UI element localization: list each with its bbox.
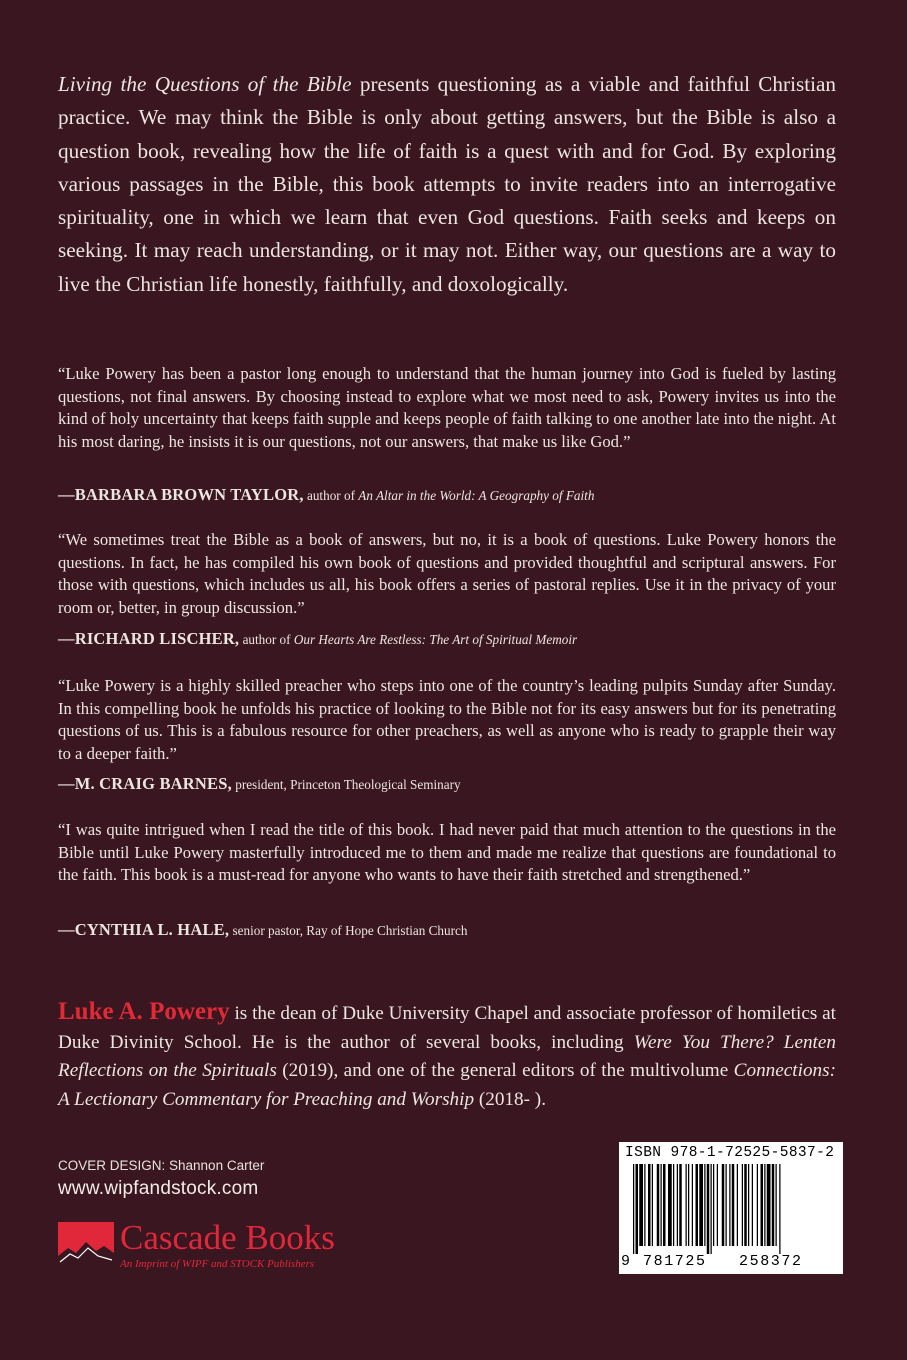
endorser-name: —CYNTHIA L. HALE,: [58, 920, 230, 939]
barcode-bar: [652, 1164, 653, 1246]
barcode-bar: [717, 1164, 718, 1246]
endorser-book-title: Our Hearts Are Restless: The Art of Spiritual Memoir: [293, 632, 578, 647]
publisher-name: Cascade Books: [120, 1218, 335, 1257]
barcode-bar: [699, 1164, 703, 1246]
barcode-bar: [661, 1164, 662, 1246]
barcode-bar: [713, 1164, 714, 1246]
endorser-book-title: An Altar in the World: A Geography of Faith: [358, 488, 595, 503]
isbn-label: ISBN 978-1-72525-5837-2: [625, 1145, 835, 1161]
barcode-bar: [636, 1164, 639, 1254]
barcode-bar: [776, 1164, 777, 1246]
barcode-digit-first: 9: [621, 1253, 631, 1270]
barcode-bar: [748, 1164, 749, 1246]
cover-design-credit: COVER DESIGN: Shannon Carter: [58, 1158, 265, 1173]
endorsement-attribution: [58, 485, 848, 506]
endorsement-attribution: [58, 629, 848, 650]
barcode-icon: [633, 1164, 829, 1254]
barcode-bar: [779, 1164, 780, 1254]
barcode-bar: [761, 1164, 764, 1246]
endorser-role: president, Princeton Theological Seminary: [231, 777, 461, 792]
barcode-bar: [633, 1164, 634, 1254]
endorser-name: —BARBARA BROWN TAYLOR,: [58, 485, 304, 504]
barcode-bar: [752, 1164, 753, 1246]
barcode-bar: [772, 1164, 775, 1246]
cascade-mountain-icon: [58, 1222, 114, 1266]
barcode-digits-right: 258372: [739, 1253, 803, 1270]
barcode-bar: [707, 1164, 710, 1254]
endorser-role: author of: [239, 632, 294, 647]
isbn-barcode-box: [619, 1142, 843, 1274]
endorsement-attribution: [58, 920, 848, 941]
barcode-bar: [679, 1164, 682, 1246]
barcode-bar: [742, 1164, 743, 1246]
barcode-bar: [644, 1164, 645, 1246]
barcode-bar: [639, 1164, 643, 1246]
book-title: Were You There? Lenten Reflections on the Spirituals: [58, 1031, 836, 1081]
publisher-website: www.wipfandstock.com: [58, 1178, 259, 1199]
barcode-bar: [729, 1164, 730, 1246]
endorser-name: —RICHARD LISCHER,: [58, 629, 240, 648]
barcode-bar: [764, 1164, 765, 1246]
barcode-bar: [704, 1164, 705, 1246]
barcode-bar: [688, 1164, 689, 1246]
barcode-bar: [673, 1164, 674, 1246]
barcode-bar: [744, 1164, 747, 1246]
barcode-bar: [767, 1164, 771, 1246]
endorser-role: author of: [303, 488, 359, 503]
barcode-bar: [732, 1164, 735, 1246]
endorsement-quote: “Luke Powery is a highly skilled preacher who steps into one of the country’s leading pulpits Sunday after Sunday. In this compelling book he unfolds his practice of looking to the Bible not for its easy answers but for its penetrating questions of us. This is a fabulous resource for other preachers, as well as anyone who is ready to grapple their way to a deeper faith.”: [58, 676, 836, 763]
author-name: Luke A. Powery: [58, 998, 230, 1025]
book-title: Connections: A Lectionary Commentary for Preaching and Worship: [58, 1060, 836, 1110]
endorser-name: —M. CRAIG BARNES,: [58, 774, 232, 793]
publisher-tagline: An Imprint of WIPF and STOCK Publishers: [120, 1258, 315, 1270]
barcode-bar: [722, 1164, 725, 1246]
endorsement-quote: “We sometimes treat the Bible as a book of answers, but no, it is a book of questions. Luke Powery honors the questions. In fact, he has compiled his own book of questions and provided thoughtful and scriptural answers. For those with questions, which includes us all, his book offers a series of pastoral replies. Use it in the privacy of your room or, better, in group discussion.”: [58, 530, 836, 617]
endorser-role: senior pastor, Ray of Hope Christian Church: [229, 923, 468, 938]
barcode-bar: [686, 1164, 687, 1246]
barcode-bar: [757, 1164, 758, 1246]
barcode-bar: [677, 1164, 678, 1246]
book-title: Living the Questions of the Bible: [58, 72, 352, 96]
endorsement-quote: “I was quite intrigued when I read the title of this book. I had never paid that much attention to the questions in the Bible until Luke Powery masterfully introduced me to them and made me realize that questions are foundational to the faith. This book is a must-read for anyone who wants to have their faith stretched and strengthened.”: [58, 820, 836, 885]
barcode-bar: [657, 1164, 660, 1246]
barcode-bar: [711, 1164, 712, 1254]
endorsement-quote: “Luke Powery has been a pastor long enough to understand that the human journey into God is fueled by lasting questions, not final answers. By choosing instead to explore what we most need to ask, Powery invites us into the kind of holy uncertainty that keeps faith supple and keeps people of faith talking to one another late into the night. At his most daring, he insists it is our questions, not our answers, that make us like God.”: [58, 364, 836, 451]
barcode-bar: [663, 1164, 666, 1246]
back-cover-blurb: [58, 68, 836, 301]
barcode-digits-left: 781725: [643, 1253, 707, 1270]
barcode-bar: [668, 1164, 672, 1246]
barcode-bar: [696, 1164, 699, 1246]
publisher-logo: [58, 1218, 388, 1274]
endorsement-attribution: [58, 774, 848, 795]
author-bio: Luke A. Powery is the dean of Duke University Chapel and associate professor of homiletics at Duke Divinity School. He is the author of several books, including Were You There? Lenten Reflections on the Spirituals (2019), and one of the general editors of the multivolume Connections: A Lectionary Commentary for Preaching and Worship (2018- ).: [58, 998, 836, 1110]
barcode-bar: [737, 1164, 738, 1246]
barcode-bar: [692, 1164, 693, 1246]
barcode-bar: [648, 1164, 651, 1246]
blurb-text: presents questioning as a viable and faithful Christian practice. We may think the Bible is only about getting answers, but the Bible is also a question book, revealing how the life of faith is a quest with and for God. By exploring various passages in the Bible, this book attempts to invite readers into an interrogative spirituality, one in which we learn that even God questions. Faith seeks and keeps on seeking. It may reach understanding, or it may not. Either way, our questions are a way to live the Christian life honestly, faithfully, and doxologically.: [58, 72, 836, 296]
barcode-bar: [726, 1164, 727, 1246]
